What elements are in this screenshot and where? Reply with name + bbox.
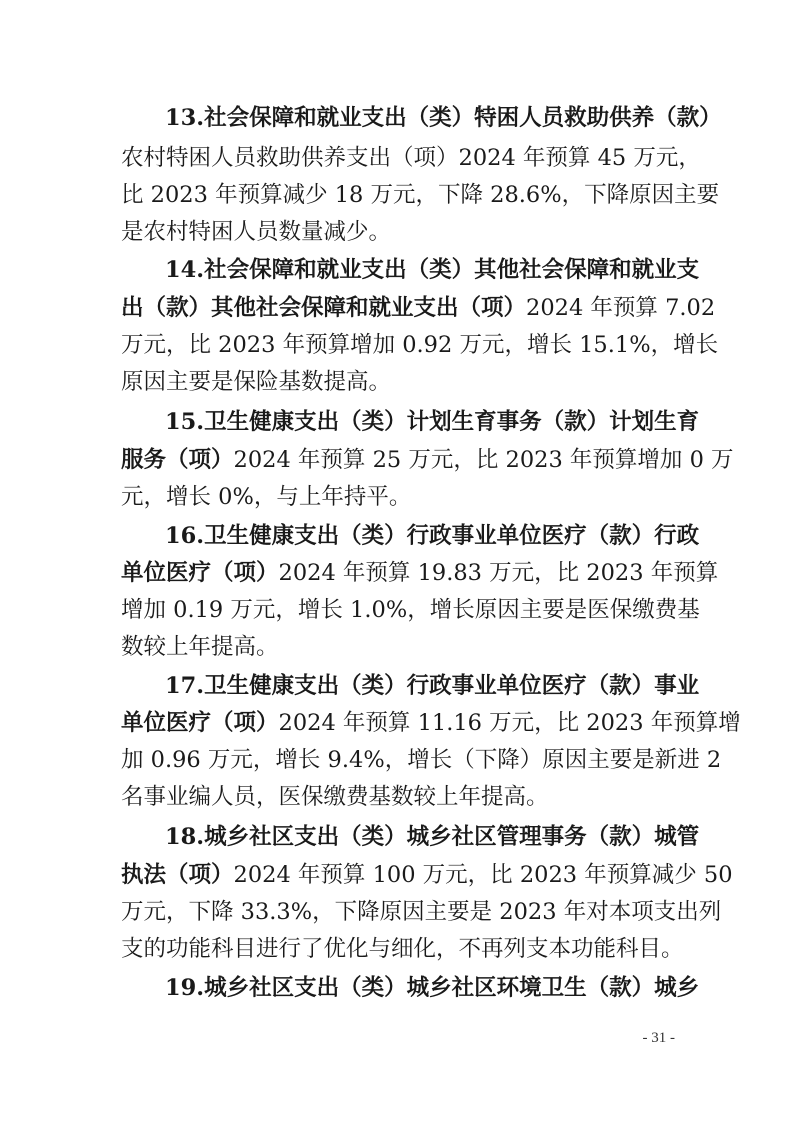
paragraph-13-line: 是农村特困人员数量减少。	[121, 219, 392, 245]
paragraph-15-rest: 2024 年预算 25 万元，比 2023 年预算增加 0 万	[233, 447, 734, 473]
paragraph-14-line-mixed	[121, 288, 716, 328]
paragraph-16-line: 数较上年提高。	[121, 634, 279, 660]
paragraph-16-bold-part: 单位医疗（项）	[121, 560, 279, 586]
paragraph-17-line: 名事业编人员，医保缴费基数较上年提高。	[121, 784, 549, 810]
paragraph-17-heading: 17.卫生健康支出（类）行政事业单位医疗（款）事业	[165, 673, 700, 699]
paragraph-14-rest: 2024 年预算 7.02	[526, 295, 716, 321]
paragraph-13-line: 比 2023 年预算减少 18 万元，下降 28.6%，下降原因主要	[121, 182, 720, 208]
paragraph-14-line: 万元，比 2023 年预算增加 0.92 万元，增长 15.1%，增长	[121, 332, 719, 358]
paragraph-18-line-mixed	[121, 855, 733, 895]
paragraph-19-heading: 19.城乡社区支出（类）城乡社区环境卫生（款）城乡	[165, 975, 700, 1001]
paragraph-17-line: 加 0.96 万元，增长 9.4%，增长（下降）原因主要是新进 2	[121, 747, 722, 773]
paragraph-15-bold-part: 服务（项）	[121, 447, 234, 473]
page-number: - 31 -	[642, 1030, 675, 1046]
paragraph-14-bold-part: 出（款）其他社会保障和就业支出（项）	[121, 295, 527, 321]
paragraph-14-line: 原因主要是保险基数提高。	[121, 369, 392, 395]
paragraph-18-heading: 18.城乡社区支出（类）城乡社区管理事务（款）城管	[165, 824, 700, 850]
paragraph-16-line: 增加 0.19 万元，增长 1.0%，增长原因主要是医保缴费基	[121, 597, 700, 623]
paragraph-18-bold-part: 执法（项）	[121, 862, 234, 888]
paragraph-15-line: 元，增长 0%，与上年持平。	[121, 484, 412, 510]
paragraph-17-rest: 2024 年预算 11.16 万元，比 2023 年预算增	[278, 710, 741, 736]
paragraph-18-rest: 2024 年预算 100 万元，比 2023 年预算减少 50	[233, 862, 733, 888]
paragraph-16-heading: 16.卫生健康支出（类）行政事业单位医疗（款）行政	[165, 523, 700, 549]
paragraph-16-rest: 2024 年预算 19.83 万元，比 2023 年预算	[278, 560, 719, 586]
paragraph-13-line: 农村特困人员救助供养支出（项）2024 年预算 45 万元，	[121, 145, 701, 171]
paragraph-17-line-mixed	[121, 703, 741, 743]
paragraph-17-bold-part: 单位医疗（项）	[121, 710, 279, 736]
paragraph-15-heading: 15.卫生健康支出（类）计划生育事务（款）计划生育	[165, 409, 700, 435]
paragraph-18-line: 万元，下降 33.3%，下降原因主要是 2023 年对本项支出列	[121, 899, 722, 925]
paragraph-18-line: 支的功能科目进行了优化与细化，不再列支本功能科目。	[121, 936, 684, 962]
paragraph-13-heading: 13.社会保障和就业支出（类）特困人员救助供养（款）	[165, 105, 722, 131]
paragraph-16-line-mixed	[121, 553, 719, 593]
paragraph-15-line-mixed	[121, 440, 734, 480]
paragraph-14-heading: 14.社会保障和就业支出（类）其他社会保障和就业支	[165, 257, 700, 283]
